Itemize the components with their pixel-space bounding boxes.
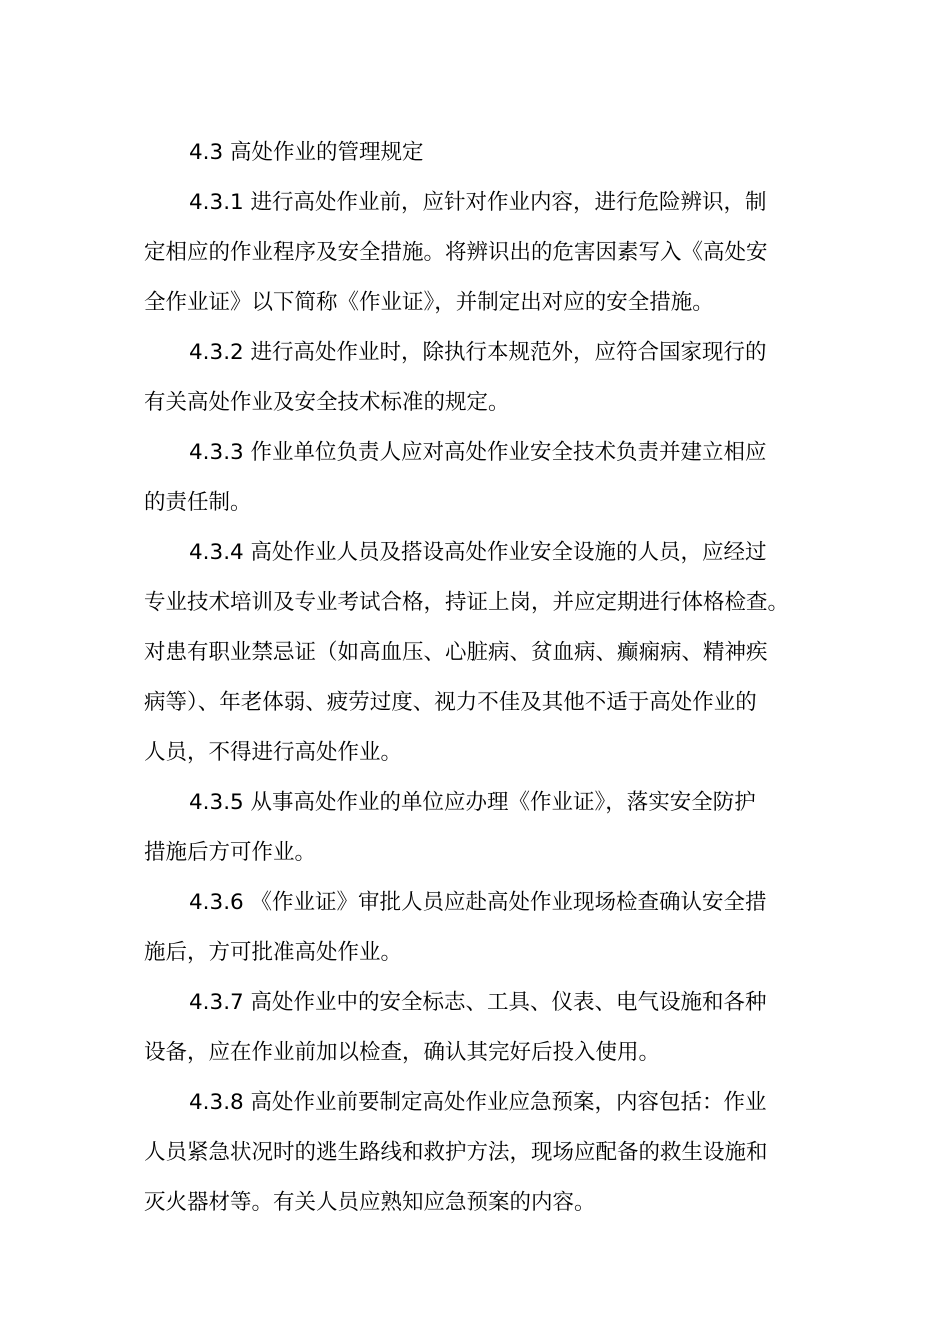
clause-4-3-2-line-1: 4.3.2 进行高处作业时，除执行本规范外，应符合国家现行的: [189, 340, 767, 365]
clause-4-3-8-line-2: 人员紧急状况时的逃生路线和救护方法，现场应配备的救生设施和: [144, 1140, 768, 1165]
clause-4-3-1-line-3: 全作业证》以下简称《作业证》，并制定出对应的安全措施。: [144, 290, 714, 315]
clause-4-3-5-line-1: 4.3.5 从事高处作业的单位应办理《作业证》，落实安全防护: [189, 790, 756, 815]
clause-4-3-6-line-2: 施后，方可批准高处作业。: [144, 940, 403, 965]
clause-4-3-7-line-1: 4.3.7 高处作业中的安全标志、工具、仪表、电气设施和各种: [189, 990, 767, 1015]
clause-4-3-1-line-2: 定相应的作业程序及安全措施。将辨识出的危害因素写入《高处安: [144, 240, 768, 265]
clause-4-3-4-line-3: 对患有职业禁忌证（如高血压、心脏病、贫血病、癫痫病、精神疾: [144, 640, 768, 665]
clause-4-3-4-line-1: 4.3.4 高处作业人员及搭设高处作业安全设施的人员，应经过: [189, 540, 767, 565]
clause-4-3-6-line-1: 4.3.6 《作业证》审批人员应赴高处作业现场检查确认安全措: [189, 890, 767, 915]
clause-4-3-3-line-1: 4.3.3 作业单位负责人应对高处作业安全技术负责并建立相应: [189, 440, 767, 465]
clause-4-3-3-line-2: 的责任制。: [144, 490, 252, 515]
clause-4-3-7-line-2: 设备，应在作业前加以检查，确认其完好后投入使用。: [144, 1040, 661, 1065]
clause-4-3-4-line-4: 病等）、年老体弱、疲劳过度、视力不佳及其他不适于高处作业的: [144, 690, 757, 715]
clause-4-3-4-line-2: 专业技术培训及专业考试合格，持证上岗，并应定期进行体格检查。: [144, 590, 790, 615]
clause-4-3-4-line-5: 人员，不得进行高处作业。: [144, 740, 403, 765]
clause-4-3-1-line-1: 4.3.1 进行高处作业前，应针对作业内容，进行危险辨识，制: [189, 190, 767, 215]
clause-4-3-5-line-2: 措施后方可作业。: [144, 840, 317, 865]
section-heading: 4.3 高处作业的管理规定: [189, 140, 424, 165]
clause-4-3-8-line-3: 灭火器材等。有关人员应熟知应急预案的内容。: [144, 1190, 596, 1215]
clause-4-3-2-line-2: 有关高处作业及安全技术标准的规定。: [144, 390, 510, 415]
clause-4-3-8-line-1: 4.3.8 高处作业前要制定高处作业应急预案，内容包括：作业: [189, 1090, 767, 1115]
document-page: [144, 128, 814, 1228]
